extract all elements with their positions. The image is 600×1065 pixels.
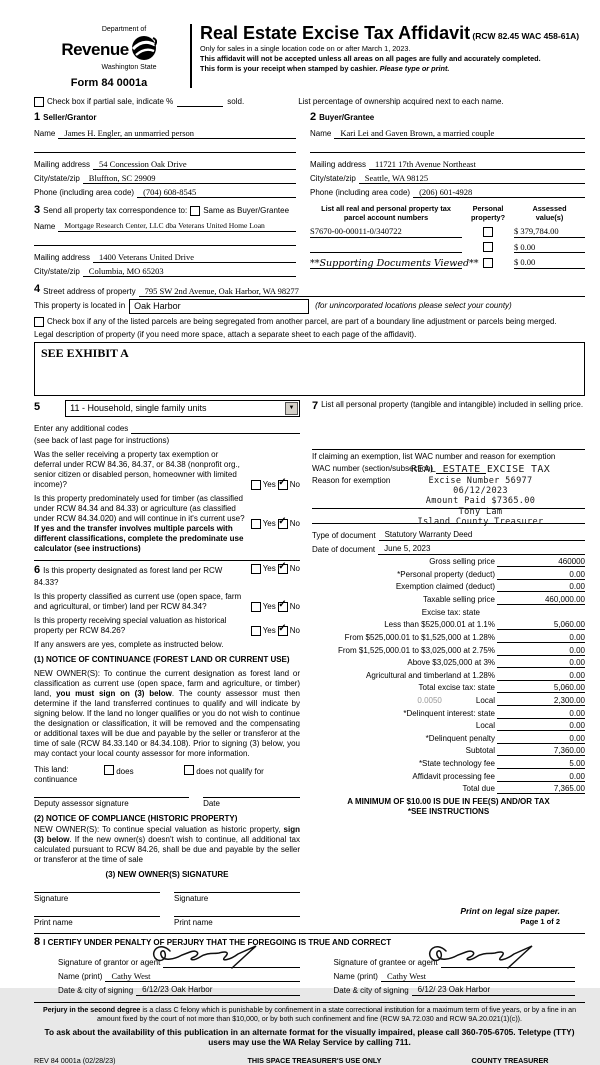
tax-value-field[interactable]: 0.00 — [497, 646, 585, 656]
street-address-label: Street address of property — [43, 286, 136, 296]
tax-value-field[interactable]: 0.00 — [497, 709, 585, 719]
washington-state-label: Washington State — [101, 63, 157, 71]
header-divider — [190, 24, 192, 88]
seller-csz-field[interactable]: Bluffton, SC 29909 — [83, 173, 296, 184]
new-owner-print-row — [34, 916, 300, 928]
seller-title: Seller/Grantor — [43, 113, 97, 123]
tax-row: Taxable selling price 460,000.00 — [422, 594, 585, 604]
correspondence-name2-field[interactable] — [34, 235, 296, 246]
footer-row — [34, 1056, 585, 1065]
deputy-date-line[interactable]: Date — [203, 797, 300, 809]
parcel-table — [310, 204, 585, 277]
section-buyer: 2 Buyer/Grantee Name Kari Lei and Gaven Brown, a married couple Mailing address 11721 17th Avenue Northeast City/state/zip Seattle, WA 98125 Phone (including area code) (206) 601-4928 — [310, 111, 585, 198]
correspondence-csz-field[interactable]: Columbia, MO 65203 — [83, 266, 296, 277]
tax-value-field[interactable]: 5,060.00 — [497, 683, 585, 693]
notice-compliance-heading: (2) NOTICE OF COMPLIANCE (HISTORIC PROPERTY) — [34, 813, 238, 823]
notice-compliance-text: NEW OWNER(S): To continue special valuation as historic property, sign (3) below. If the new owner(s) doesn't wish to continue, all additional tax calculated pursuant to RCW 84.26, shall be due and payable by the seller or transferor at the time of sale — [34, 824, 300, 864]
perjury-statement: Perjury in the second degree is a class C felony which is punishable by confinement in a state correctional institution for a maximum term of five years, or by a fine in an amount fixed by the court of not more than $10,000, or by both such confinement and fine (RCW 9A.72.030 and RCW 9A.20.021(1)(c)). — [34, 1002, 585, 1024]
section-personal-property-tax: 7 List all personal property (tangible and intangible) included in selling price. If claiming an exemption, list WAC number and reason for exemption WAC number (section/subsection) Reason for exemption REAL ESTATE EXCISE TAX Excise Number 56977 06/12/2023 Amount Paid $7365.00 Tony Lam Island County Treasurer Type of document Statutory Warranty Deed Date of document June 5, 2023 Gross selling price 460000 *Personal property (deduct) 0.00 Exemption claimed (deduct) 0.00 Taxable selling price 460,000.00 Excise tax: state Less than $525,000.01 at 1.1% 5,060.00 From $525,000.01 to $1,525,000 at 1.28% 0.00 From $1,525,000.01 to $3,025,000 at 2.75% 0.00 Above $3,025,000 at 3% 0.00 Agricultural and timberland at 1.28% 0.00 Total excise tax: state 5,060.00 0.0050 Local 2,300.00 *Delinquent interest: state 0.00 Local 0.00 *Delinquent penalty 0.00 Subtotal 7,360.00 *State technology fee 5.00 Affidavit processing fee 0.00 Total due 7,365.00 A MINIMUM OF $10.00 IS DUE IN FEE(S) AND/OR TAX *SEE INSTRUCTIONS — [312, 399, 585, 817]
treasurer-use-only-label: THIS SPACE TREASURER'S USE ONLY — [247, 1055, 382, 1065]
same-as-buyer-checkbox[interactable] — [190, 206, 200, 216]
legal-description-value: SEE EXHIBIT A — [41, 345, 129, 360]
dept-of-label: Department of — [101, 26, 147, 33]
does-checkbox[interactable] — [104, 765, 114, 775]
tax-row: From $1,525,000.01 to $3,025,000 at 2.75% 0.00 — [337, 645, 585, 655]
subtitle-3: This form is your receipt when stamped by cashier. Please type or print. — [200, 64, 450, 74]
parcel-col-header: List all real and personal property tax parcel account numbers — [321, 204, 451, 223]
located-in-label: This property is located in — [34, 301, 126, 311]
personal-property-checkbox-2[interactable] — [483, 242, 493, 252]
correspondence-label: Send all property tax correspondence to: — [43, 205, 188, 215]
grantee-print-name-field[interactable]: Cathy West — [381, 971, 575, 982]
new-owner-signature-line-1[interactable]: Signature — [34, 892, 160, 904]
correspondence-name-field[interactable]: Mortgage Research Center, LLC dba Veterans United Home Loan — [58, 221, 296, 232]
grantee-signature-scribble — [424, 943, 544, 972]
type-of-document-field[interactable]: Statutory Warranty Deed — [379, 530, 585, 541]
grantor-date-field[interactable]: 6/12/23 Oak Harbor — [136, 985, 299, 996]
section-seller: 1 Seller/Grantor Name James H. Engler, an unmarried person Mailing address 54 Concession Oak Drive City/state/zip Bluffton, SC 29909 Phone (including area code) (704) 608-8545 — [34, 111, 296, 198]
answers-note: If any answers are yes, complete as instructed below. — [34, 639, 224, 649]
tax-value-field[interactable]: 7,360.00 — [497, 746, 585, 756]
subtitle-2: This affidavit will not be accepted unless all areas on all pages are fully and accurately completed. — [200, 54, 541, 63]
ownership-note: List percentage of ownership acquired next to each name. — [298, 97, 504, 107]
deputy-assessor-signature-line[interactable]: Deputy assessor signature — [34, 797, 189, 809]
additional-codes-label: Enter any additional codes — [34, 423, 129, 433]
located-in-note: (for unincorporated locations please select your county) — [315, 301, 512, 311]
tax-row: From $525,000.01 to $1,525,000 at 1.28% 0.00 — [344, 633, 585, 643]
tax-row: Total excise tax: state 5,060.00 — [418, 683, 585, 693]
parcel-row-3 — [310, 257, 585, 269]
question-tax-exemption: Was the seller receiving a property tax exemption or deferral under RCW 84.36, 84.37, or 84.38 (nonprofit org., senior citizen or disabled person, homeowner with limited income)? Yes ✓ No — [34, 450, 300, 490]
same-as-buyer-label: Same as Buyer/Grantee — [203, 205, 290, 215]
supporting-documents-stamp: **Supporting Documents Viewed** — [310, 258, 479, 270]
new-owner-print-line-2[interactable]: Print name — [174, 916, 300, 928]
no-checkbox[interactable] — [278, 602, 288, 612]
segregated-checkbox[interactable] — [34, 317, 44, 327]
section-property: 4 Street address of property 795 SW 2nd Avenue, Oak Harbor, WA 98277 This property is located in Oak Harbor (for unincorporated locations please select your county) Check box if any of the listed parcels are being segregated from another parcel, are part of a boundary line adjustment or parcels being merged. Legal description of property (if you need more space, attach a separate sheet to each page of the affidavit). SEE EXHIBIT A — [34, 283, 585, 396]
new-owner-signature-row — [34, 892, 300, 904]
alternate-format-note: To ask about the availability of this publication in an alternate format for the visually impaired, please call 360-705-6705. Teletype (TTY) users may use the WA Relay Service by calling 711. — [44, 1026, 575, 1048]
legal-description-box[interactable] — [34, 342, 585, 396]
notice-continuance-heading: (1) NOTICE OF CONTINUANCE (FOREST LAND OR CURRENT USE) — [34, 654, 290, 664]
chevron-down-icon[interactable]: ▼ — [285, 402, 298, 415]
assessed-value-col-header: Assessed value(s) — [532, 204, 567, 223]
no-checkbox[interactable] — [278, 564, 288, 574]
codes-instructions-note: (see back of last page for instructions) — [34, 435, 170, 445]
tax-row: Affidavit processing fee 0.00 — [412, 771, 585, 781]
page-title: Real Estate Excise Tax Affidavit — [200, 23, 471, 43]
buyer-csz-field[interactable]: Seattle, WA 98125 — [359, 173, 585, 184]
legal-description-label: Legal description of property (if you need more space, attach a separate sheet to each page of the affidavit). — [34, 329, 417, 339]
tax-value-field[interactable]: 7,365.00 — [497, 784, 585, 794]
sold-label: sold. — [227, 97, 245, 107]
tax-value-field[interactable]: 2,300.00 — [497, 696, 585, 706]
seller-mailing-field[interactable]: 54 Concession Oak Drive — [93, 159, 296, 170]
no-checkbox[interactable] — [278, 519, 288, 529]
tax-row: Local 0.00 — [475, 721, 585, 731]
tax-row: Above $3,025,000 at 3% 0.00 — [407, 658, 585, 668]
tax-value-field[interactable]: 0.00 — [497, 772, 585, 782]
subtitle-1: Only for sales in a single location code on or after March 1, 2023. — [200, 43, 411, 53]
title-rcw: (RCW 82.45 WAC 458-61A) — [472, 31, 580, 41]
tax-value-field[interactable]: 5.00 — [497, 759, 585, 769]
grantor-print-name-field[interactable]: Cathy West — [105, 971, 299, 982]
tax-row: Agricultural and timberland at 1.28% 0.00 — [366, 670, 585, 680]
tax-row-local-rate: 0.0050 Local 2,300.00 — [417, 696, 585, 706]
dor-swirl-icon — [131, 35, 157, 64]
treasurer-stamp: REAL ESTATE EXCISE TAX Excise Number 56977 06/12/2023 Amount Paid $7365.00 Tony Lam Island County Treasurer — [410, 463, 551, 527]
tax-row: *Delinquent interest: state 0.00 — [403, 708, 585, 718]
section-certification: 8 I CERTIFY UNDER PENALTY OF PERJURY THAT THE FOREGOING IS TRUE AND CORRECT Signature of grantor or agent Name (print) Cathy West Date & city of signing 6/12/23 Oak Harbor Signature of grantee or agent Name (print) Cathy West Date & city of signing 6/12/ 23 Oak Harbor — [34, 933, 585, 997]
question-forest-land: 6 Is this property designated as forest land per RCW 84.33? Yes ✓ No — [34, 564, 300, 588]
parcel-row-1 — [310, 226, 585, 238]
no-checkbox[interactable] — [278, 480, 288, 490]
buyer-name-field[interactable]: Kari Lei and Gaven Brown, a married couple — [334, 128, 585, 139]
land-use-code-dropdown[interactable]: 11 - Household, single family units ▼ — [65, 400, 300, 417]
county-treasurer-label: COUNTY TREASURER — [471, 1055, 549, 1065]
yes-checkbox[interactable] — [251, 519, 261, 529]
tax-value-field[interactable]: 0.00 — [497, 671, 585, 681]
local-rate-stamp: 0.0050 — [417, 696, 442, 706]
tax-row: *Delinquent penalty 0.00 — [425, 733, 585, 743]
tax-value-field[interactable]: 460000 — [497, 557, 585, 567]
tax-value-field[interactable]: 5,060.00 — [497, 620, 585, 630]
located-in-select[interactable]: Oak Harbor — [129, 299, 309, 314]
parcel-row-2 — [310, 242, 585, 254]
tax-row: Less than $525,000.01 at 1.1% 5,060.00 — [384, 620, 585, 630]
partial-percent-field[interactable] — [177, 106, 223, 107]
personal-property-col-header: Personal property? — [470, 204, 506, 223]
revenue-wordmark: Revenue — [61, 39, 129, 59]
buyer-name2-field[interactable] — [310, 142, 585, 153]
parcel-number-field-3[interactable] — [310, 258, 479, 270]
yes-checkbox[interactable] — [251, 602, 261, 612]
tax-value-field[interactable]: 0.00 — [497, 582, 585, 592]
section-use-classification: 5 11 - Household, single family units ▼ Enter any additional codes (see back of last page for instructions) Was the seller receiving a property tax exemption or deferral under RCW 84.36, 84.37, or 84.38 (nonprofit org., senior citizen or disabled person, homeowner with limited income)? Yes ✓ No Is this property predominately used for timber (as classified under RCW 84.34 and 84.33) or agriculture (as classified under RCW 84.34.020) and will continue in it's current use? If yes and the transfer involves multiple parcels with different classifications, complete the predominate use calculator (see instructions) Yes ✓ No 6 Is this property designated as forest land per RCW 84.33? Yes ✓ No Is this property classified as current use (open space, farm and agricultural, or timber) land per RCW 84.34? Yes ✓ No Is this property receiving special valuation as historical property per RCW 84.26? Yes ✓ No If any answers are yes, complete as instructed below. (1) NOTICE OF CONTINUANCE (FOREST LAND OR CURRENT USE) NEW OWNER(S): To continue the current designation as forest land or classification as current use (open space, farm and agriculture, or timber) land, you must sign on (3) below. The county assessor must then determine if the land transferred continues to qualify and will indicate by signing below. If the land no longer qualifies or you do not wish to continue the designation or classification, it will be removed and the compensating or additional taxes will be due and payable by the seller or transferor at the time of sale (RCW 84.33.140 or 84.34.108). Prior to signing (3) below, you may contact your local county assessor for more information. This land: continuance does does not qualify for Deputy assessor signature Date (2) NOTICE OF COMPLIANCE (HISTORIC PROPERTY) NEW OWNER(S): To continue special valuation as historic property, sign (3) below. If the new owner(s) doesn't wish to continue, all additional tax calculated pursuant to RCW 84.26, shall be due and payable by the seller or transferor at the time of sale (3) NEW OWNER(S) SIGNATURE Signature Signature Print name Print name — [34, 400, 300, 928]
no-checkbox[interactable] — [278, 626, 288, 636]
question-historical: Is this property receiving special valuation as historical property per RCW 84.26? Yes ✓ No — [34, 616, 300, 636]
parcel-number-field-2[interactable] — [310, 242, 462, 253]
grantee-date-field[interactable]: 6/12/ 23 Oak Harbor — [412, 985, 575, 996]
form-number: Form 84 0001a — [70, 76, 148, 89]
excise-tax-state-header: Excise tax: state — [421, 607, 480, 617]
tax-row: *Personal property (deduct) 0.00 — [397, 569, 585, 579]
assessed-value-field-2[interactable]: $ 0.00 — [514, 242, 585, 254]
personal-property-intro: List all personal property (tangible and intangible) included in selling price. — [321, 399, 584, 409]
buyer-phone-field[interactable]: (206) 601-4928 — [413, 187, 585, 198]
new-owner-signature-line-2[interactable]: Signature — [174, 892, 300, 904]
assessed-value-field-3[interactable]: $ 0.00 — [514, 257, 585, 269]
tax-value-field[interactable]: 0.00 — [497, 633, 585, 643]
seller-name-field[interactable]: James H. Engler, an unmarried person — [58, 128, 296, 139]
section-designation — [34, 560, 300, 928]
section-correspondence: 3 Send all property tax correspondence to: Same as Buyer/Grantee Name Mortgage Research Center, LLC dba Veterans United Home Loan Mailing address 1400 Veterans United Drive City/state/zip Columbia, MO 65203 — [34, 204, 296, 277]
land-qualify-row: This land: continuance does does not qualify for — [34, 764, 264, 784]
dor-logo — [34, 22, 184, 90]
tax-value-field[interactable]: 0.00 — [497, 721, 585, 731]
yes-checkbox[interactable] — [251, 626, 261, 636]
grantor-signature-scribble — [148, 943, 268, 972]
tax-row: Exemption claimed (deduct) 0.00 — [395, 582, 585, 592]
segregated-label: Check box if any of the listed parcels are being segregated from another parcel, are part of a boundary line adjustment or parcels being merged. — [47, 316, 557, 326]
correspondence-mailing-field[interactable]: 1400 Veterans United Drive — [93, 252, 296, 263]
wac-number-label: WAC number (section/subsection) — [312, 463, 434, 473]
form-header — [34, 22, 585, 90]
partial-sale-checkbox[interactable] — [34, 97, 44, 107]
tax-value-field[interactable]: 0.00 — [497, 570, 585, 580]
yes-checkbox[interactable] — [251, 480, 261, 490]
parcel-number-field[interactable]: S7670-00-00011-0/340722 — [310, 226, 462, 238]
question-current-use: Is this property classified as current use (open space, farm and agricultural, or timber) land per RCW 84.34? Yes ✓ No — [34, 592, 300, 612]
personal-property-checkbox-1[interactable] — [483, 227, 493, 237]
seller-name2-field[interactable] — [34, 142, 296, 153]
certify-statement: I CERTIFY UNDER PENALTY OF PERJURY THAT THE FOREGOING IS TRUE AND CORRECT — [43, 937, 392, 947]
tax-value-field[interactable]: 460,000.00 — [497, 595, 585, 605]
tax-value-field[interactable]: 0.00 — [497, 734, 585, 744]
date-of-document-label: Date of document — [312, 544, 376, 554]
partial-sale-row — [34, 97, 585, 107]
see-instructions-note: *SEE INSTRUCTIONS — [407, 807, 490, 817]
tax-row: Gross selling price 460000 — [429, 557, 585, 567]
exemption-intro: If claiming an exemption, list WAC number and reason for exemption — [312, 451, 556, 461]
personal-property-line[interactable] — [312, 448, 585, 450]
tax-computation — [312, 557, 585, 794]
does-not-checkbox[interactable] — [184, 765, 194, 775]
notice-continuance-text: NEW OWNER(S): To continue the current designation as forest land or classification as current use (open space, farm and agriculture, or timber) land, you must sign on (3) below. The county assessor must then determine if the land transferred continues to qualify and will indicate by signing below. If the land no longer qualifies or you do not wish to continue the designation or classification, it will be removed and the compensating or additional taxes will be due and payable by the seller or transferor at the time of sale (RCW 84.33.140 or 84.34.108). Prior to signing (3) below, you may contact your local county assessor for more information. — [34, 668, 300, 758]
buyer-title: Buyer/Grantee — [319, 113, 375, 123]
type-of-document-label: Type of document — [312, 530, 376, 540]
partial-sale-label: Check box if partial sale, indicate % — [47, 97, 174, 107]
grantee-signature-block: Signature of grantee or agent Name (print) Cathy West Date & city of signing 6/12/ 23 Oak Harbor — [310, 949, 586, 996]
tax-row: Subtotal 7,360.00 — [465, 746, 585, 756]
street-address-field[interactable]: 795 SW 2nd Avenue, Oak Harbor, WA 98277 — [139, 286, 585, 297]
additional-codes-field[interactable] — [131, 423, 300, 434]
reason-exemption-label: Reason for exemption — [312, 475, 391, 485]
yes-checkbox[interactable] — [251, 564, 261, 574]
date-of-document-field[interactable]: June 5, 2023 — [378, 544, 585, 555]
seller-phone-field[interactable]: (704) 608-8545 — [137, 187, 296, 198]
new-owners-signature-heading: (3) NEW OWNER(S) SIGNATURE — [105, 869, 229, 879]
minimum-due-note: A MINIMUM OF $10.00 IS DUE IN FEE(S) AND/OR TAX — [347, 797, 550, 807]
assessed-value-field-1[interactable]: $ 379,784.00 — [514, 226, 585, 238]
buyer-mailing-field[interactable]: 11721 17th Avenue Northeast — [369, 159, 585, 170]
tax-row: Total due 7,365.00 — [462, 784, 585, 794]
personal-property-blank-area[interactable] — [312, 414, 585, 448]
new-owner-print-line-1[interactable]: Print name — [34, 916, 160, 928]
print-note: Print on legal size paper. Page 1 of 2 — [460, 906, 560, 926]
grantor-signature-block: Signature of grantor or agent Name (print) Cathy West Date & city of signing 6/12/23 Oak Harbor — [34, 949, 310, 996]
tax-value-field[interactable]: 0.00 — [497, 658, 585, 668]
rev-number: REV 84 0001a (02/28/23) — [34, 1055, 116, 1065]
question-timber-use: Is this property predominately used for timber (as classified under RCW 84.34 and 84.33) or agriculture (as classified under RCW 84.34.020) and will continue in it's current use? If yes and the transfer involves multiple parcels with different classifications, complete the predominate use calculator (see instructions) Yes ✓ No — [34, 494, 300, 554]
page-indicator: Page 1 of 2 — [520, 916, 560, 926]
tax-row: *State technology fee 5.00 — [418, 759, 585, 768]
personal-property-checkbox-3[interactable] — [483, 258, 493, 268]
